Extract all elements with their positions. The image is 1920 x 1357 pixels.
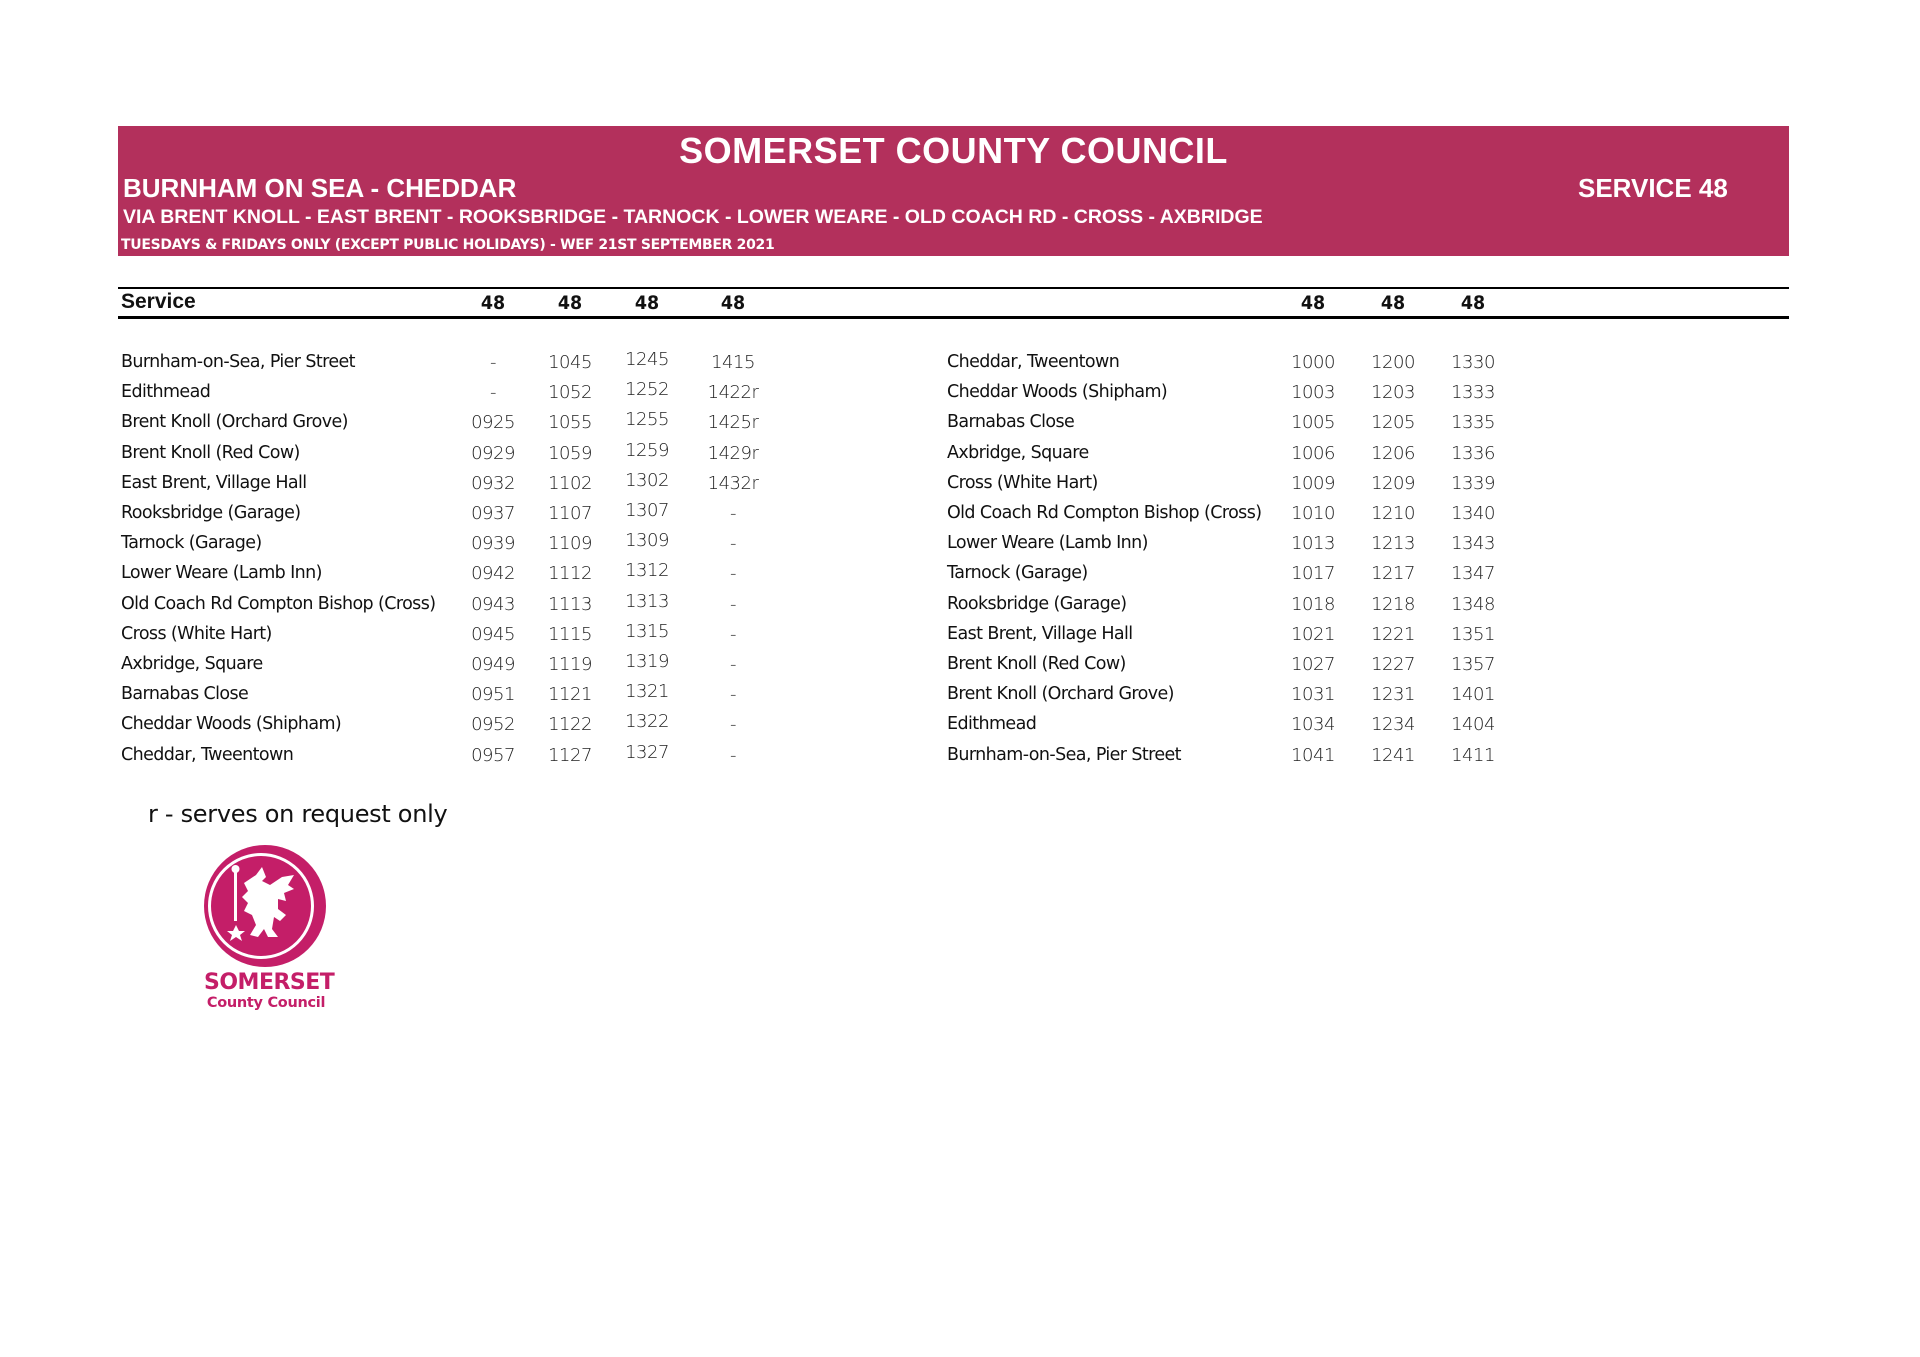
outbound-time-cell: 0929 — [471, 442, 515, 464]
inbound-time-cell: 1031 — [1291, 684, 1335, 706]
inbound-stop-name: Tarnock (Garage) — [947, 563, 1088, 584]
outbound-time-cell: 0951 — [471, 684, 515, 706]
inbound-time-cell: 1401 — [1451, 684, 1495, 706]
outbound-time-cell: 1422r — [707, 382, 759, 404]
outbound-stop-name: Barnabas Close — [121, 684, 249, 705]
inbound-time-cell: 1013 — [1291, 533, 1335, 555]
inbound-stop-name: East Brent, Village Hall — [947, 623, 1133, 644]
outbound-time-cell: 1313 — [625, 590, 669, 612]
outbound-time-cell: 1312 — [625, 560, 669, 582]
inbound-journey-header: 48 — [1300, 292, 1326, 314]
outbound-time-cell: 1319 — [625, 651, 669, 672]
outbound-stop-name: Edithmead — [121, 382, 211, 403]
outbound-time-cell: 1252 — [625, 379, 669, 401]
council-logo — [200, 845, 340, 1015]
inbound-time-cell: 1330 — [1451, 352, 1495, 373]
inbound-stop-name: Burnham-on-Sea, Pier Street — [947, 744, 1181, 765]
outbound-stop-name: East Brent, Village Hall — [121, 472, 307, 493]
inbound-time-cell: 1027 — [1291, 654, 1335, 675]
outbound-time-cell: 1119 — [548, 654, 592, 675]
outbound-time-cell: 0957 — [471, 744, 515, 766]
outbound-time-cell: 0942 — [471, 563, 515, 585]
inbound-stop-name: Old Coach Rd Compton Bishop (Cross) — [947, 503, 1262, 523]
inbound-stop-name: Brent Knoll (Red Cow) — [947, 654, 1126, 674]
service-column-header: Service — [121, 290, 196, 313]
inbound-time-cell: 1200 — [1371, 352, 1415, 373]
inbound-time-cell: 1018 — [1291, 593, 1335, 615]
outbound-stop-name: Cheddar Woods (Shipham) — [121, 714, 342, 735]
outbound-time-cell: 1302 — [625, 469, 669, 491]
outbound-time-cell: 0932 — [471, 472, 515, 494]
outbound-time-cell: 1045 — [548, 352, 592, 373]
outbound-time-cell: 1415 — [711, 352, 755, 373]
inbound-time-cell: 1203 — [1371, 382, 1415, 404]
outbound-time-cell: - — [730, 654, 736, 675]
outbound-stop-name: Cross (White Hart) — [121, 623, 272, 644]
inbound-stop-name: Edithmead — [947, 714, 1037, 735]
inbound-time-cell: 1217 — [1371, 563, 1415, 585]
inbound-time-cell: 1000 — [1291, 352, 1335, 373]
inbound-time-cell: 1411 — [1451, 744, 1495, 766]
inbound-time-cell: 1003 — [1291, 382, 1335, 404]
outbound-time-cell: 1127 — [548, 744, 592, 766]
outbound-time-cell: 1321 — [625, 681, 669, 703]
outbound-time-cell: 0945 — [471, 623, 515, 645]
inbound-time-cell: 1209 — [1371, 472, 1415, 494]
outbound-time-cell: 1121 — [548, 684, 592, 706]
outbound-time-cell: 0925 — [471, 412, 515, 434]
outbound-journey-header: 48 — [480, 292, 506, 314]
inbound-time-cell: 1218 — [1371, 593, 1415, 615]
outbound-time-cell: 1327 — [625, 741, 669, 763]
outbound-stop-name: Brent Knoll (Orchard Grove) — [121, 412, 348, 433]
outbound-time-cell: 1102 — [548, 472, 592, 494]
inbound-journey-header: 48 — [1380, 292, 1406, 314]
outbound-time-cell: 1309 — [625, 530, 669, 552]
inbound-time-cell: 1339 — [1451, 472, 1495, 494]
outbound-time-cell: 1255 — [625, 409, 669, 431]
inbound-time-cell: 1351 — [1451, 623, 1495, 645]
outbound-time-cell: 0943 — [471, 593, 515, 615]
inbound-time-cell: 1010 — [1291, 503, 1335, 524]
outbound-time-cell: - — [730, 533, 736, 555]
table-header-rule — [118, 316, 1789, 319]
inbound-journey-header: 48 — [1460, 292, 1486, 314]
outbound-time-cell: - — [730, 563, 736, 585]
outbound-time-cell: 1059 — [548, 442, 592, 464]
outbound-time-cell: 0949 — [471, 654, 515, 675]
outbound-time-cell: 0939 — [471, 533, 515, 555]
outbound-time-cell: - — [490, 352, 496, 373]
outbound-time-cell: - — [730, 684, 736, 706]
table-top-rule — [118, 287, 1789, 289]
service-number: SERVICE 48 — [1578, 173, 1728, 203]
route-via: VIA BRENT KNOLL - EAST BRENT - ROOKSBRIDGE - TARNOCK - LOWER WEARE - OLD COACH RD - CROSS - AXBRIDGE — [123, 206, 1263, 228]
outbound-stop-name: Cheddar, Tweentown — [121, 744, 294, 765]
outbound-time-cell: 1107 — [548, 503, 592, 524]
outbound-time-cell: 1112 — [548, 563, 592, 585]
inbound-time-cell: 1404 — [1451, 714, 1495, 736]
inbound-time-cell: 1336 — [1451, 442, 1495, 464]
outbound-time-cell: 1245 — [625, 349, 669, 370]
inbound-stop-name: Brent Knoll (Orchard Grove) — [947, 684, 1174, 705]
inbound-stop-name: Lower Weare (Lamb Inn) — [947, 533, 1148, 554]
outbound-time-cell: 1307 — [625, 500, 669, 521]
inbound-time-cell: 1347 — [1451, 563, 1495, 585]
outbound-time-cell: 1055 — [548, 412, 592, 434]
inbound-time-cell: 1213 — [1371, 533, 1415, 555]
inbound-time-cell: 1348 — [1451, 593, 1495, 615]
outbound-time-cell: 1113 — [548, 593, 592, 615]
outbound-stop-name: Lower Weare (Lamb Inn) — [121, 563, 322, 584]
outbound-journey-header: 48 — [557, 292, 583, 314]
inbound-stop-name: Cross (White Hart) — [947, 472, 1098, 493]
inbound-stop-name: Rooksbridge (Garage) — [947, 593, 1127, 614]
inbound-time-cell: 1227 — [1371, 654, 1415, 675]
inbound-time-cell: 1041 — [1291, 744, 1335, 766]
inbound-time-cell: 1333 — [1451, 382, 1495, 404]
inbound-stop-name: Axbridge, Square — [947, 442, 1089, 463]
outbound-journey-header: 48 — [634, 292, 660, 314]
outbound-time-cell: 1122 — [548, 714, 592, 736]
outbound-time-cell: 0937 — [471, 503, 515, 524]
outbound-stop-name: Burnham-on-Sea, Pier Street — [121, 352, 355, 372]
wyvern-crest-icon — [222, 863, 302, 947]
logo-subtitle: County Council — [206, 995, 326, 1011]
inbound-time-cell: 1210 — [1371, 503, 1415, 524]
footnote: r - serves on request only — [148, 800, 448, 828]
logo-name: SOMERSET — [204, 970, 335, 995]
outbound-stop-name: Tarnock (Garage) — [121, 533, 262, 554]
outbound-time-cell: 1052 — [548, 382, 592, 404]
inbound-time-cell: 1241 — [1371, 744, 1415, 766]
outbound-stop-name: Brent Knoll (Red Cow) — [121, 442, 300, 463]
outbound-time-cell: 0952 — [471, 714, 515, 736]
inbound-time-cell: 1343 — [1451, 533, 1495, 555]
outbound-time-cell: - — [730, 623, 736, 645]
operating-days: TUESDAYS & FRIDAYS ONLY (EXCEPT PUBLIC HOLIDAYS) - WEF 21ST SEPTEMBER 2021 — [121, 237, 775, 253]
outbound-time-cell: 1429r — [707, 442, 759, 464]
council-title: SOMERSET COUNTY COUNCIL — [679, 130, 1228, 171]
header-banner — [118, 126, 1789, 256]
outbound-time-cell: - — [730, 714, 736, 736]
outbound-journey-header: 48 — [720, 292, 746, 314]
inbound-time-cell: 1206 — [1371, 442, 1415, 464]
inbound-time-cell: 1009 — [1291, 472, 1335, 494]
inbound-time-cell: 1221 — [1371, 623, 1415, 645]
inbound-time-cell: 1034 — [1291, 714, 1335, 736]
inbound-time-cell: 1005 — [1291, 412, 1335, 434]
outbound-time-cell: - — [730, 503, 736, 524]
inbound-time-cell: 1234 — [1371, 714, 1415, 736]
route-title: BURNHAM ON SEA - CHEDDAR — [123, 173, 517, 203]
inbound-time-cell: 1335 — [1451, 412, 1495, 434]
inbound-time-cell: 1017 — [1291, 563, 1335, 585]
inbound-time-cell: 1340 — [1451, 503, 1495, 524]
outbound-stop-name: Rooksbridge (Garage) — [121, 503, 301, 523]
outbound-stop-name: Axbridge, Square — [121, 654, 263, 674]
inbound-time-cell: 1006 — [1291, 442, 1335, 464]
inbound-stop-name: Barnabas Close — [947, 412, 1075, 433]
inbound-time-cell: 1357 — [1451, 654, 1495, 675]
outbound-stop-name: Old Coach Rd Compton Bishop (Cross) — [121, 593, 436, 614]
inbound-time-cell: 1231 — [1371, 684, 1415, 706]
inbound-stop-name: Cheddar, Tweentown — [947, 352, 1120, 372]
outbound-time-cell: 1315 — [625, 620, 669, 642]
outbound-time-cell: 1109 — [548, 533, 592, 555]
outbound-time-cell: 1432r — [707, 472, 759, 494]
outbound-time-cell: 1425r — [707, 412, 759, 434]
outbound-time-cell: - — [730, 593, 736, 615]
outbound-time-cell: - — [730, 744, 736, 766]
outbound-time-cell: 1259 — [625, 439, 669, 461]
inbound-time-cell: 1205 — [1371, 412, 1415, 434]
outbound-time-cell: 1115 — [548, 623, 592, 645]
inbound-time-cell: 1021 — [1291, 623, 1335, 645]
outbound-time-cell: 1322 — [625, 711, 669, 733]
inbound-stop-name: Cheddar Woods (Shipham) — [947, 382, 1168, 403]
outbound-time-cell: - — [490, 382, 496, 404]
